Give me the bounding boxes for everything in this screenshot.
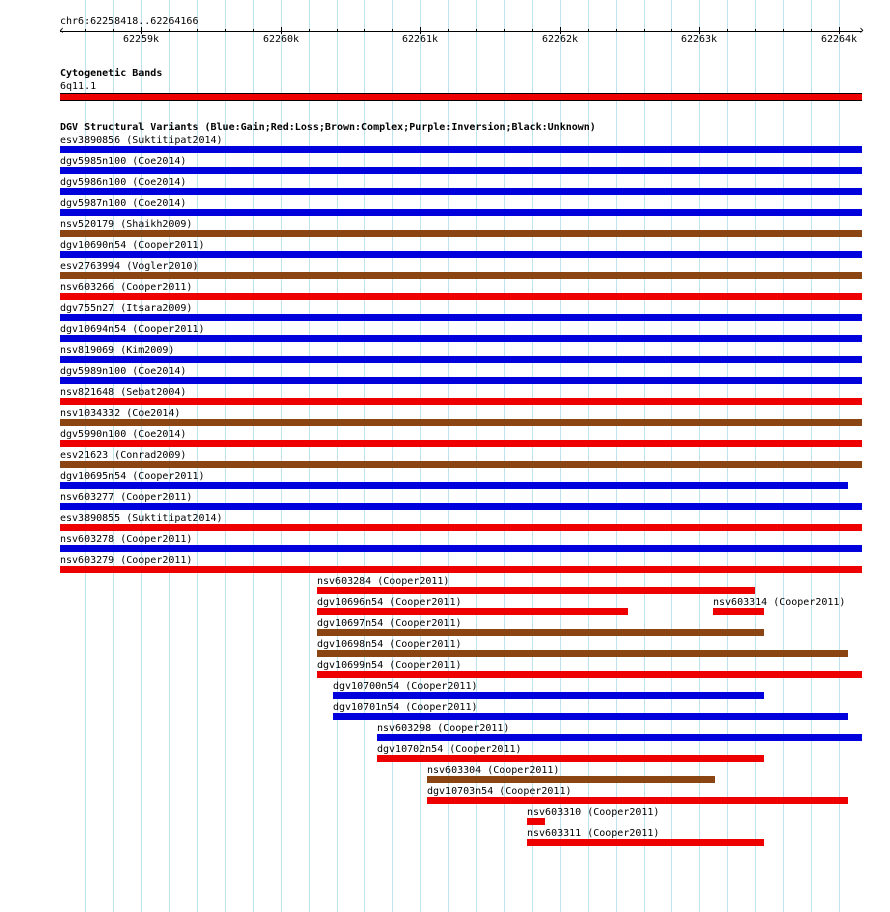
variant-label[interactable]: nsv603304 (Cooper2011) (427, 765, 560, 776)
ruler-major-tick (699, 27, 700, 34)
ruler-minor-tick (616, 29, 617, 32)
variant-label[interactable]: nsv603278 (Cooper2011) (60, 534, 193, 545)
variant-label[interactable]: esv21623 (Conrad2009) (60, 450, 187, 461)
variant-bar[interactable] (427, 797, 848, 804)
cytoband-label: 6q11.1 (60, 81, 97, 92)
variant-bar[interactable] (60, 167, 862, 174)
variant-bar[interactable] (527, 818, 545, 825)
ruler-minor-tick (225, 29, 226, 32)
variant-label[interactable]: dgv10701n54 (Cooper2011) (333, 702, 478, 713)
grid-line (811, 0, 812, 912)
variant-label[interactable]: dgv10703n54 (Cooper2011) (427, 786, 572, 797)
variant-bar[interactable] (60, 482, 848, 489)
grid-line (281, 0, 282, 912)
ruler-tick-label: 62263k (680, 34, 718, 45)
dgv-track-title: DGV Structural Variants (Blue:Gain;Red:Loss;Brown:Complex;Purple:Inversion;Black:Unknown) (60, 122, 596, 133)
variant-bar[interactable] (60, 566, 862, 573)
variant-bar[interactable] (60, 356, 862, 363)
variant-bar[interactable] (60, 272, 862, 279)
grid-line (364, 0, 365, 912)
variant-label[interactable]: dgv10702n54 (Cooper2011) (377, 744, 522, 755)
grid-line (420, 0, 421, 912)
ruler-tick-label: 62259k (122, 34, 160, 45)
ruler-right-arrow-icon: › (858, 23, 866, 37)
ruler-tick-label: 62264k (820, 34, 858, 45)
grid-line (783, 0, 784, 912)
variant-bar[interactable] (317, 650, 848, 657)
variant-label[interactable]: nsv603314 (Cooper2011) (713, 597, 846, 608)
variant-bar[interactable] (60, 440, 862, 447)
ruler-minor-tick (671, 29, 672, 32)
variant-label[interactable]: dgv10695n54 (Cooper2011) (60, 471, 205, 482)
variant-bar[interactable] (60, 188, 862, 195)
ruler-minor-tick (448, 29, 449, 32)
ruler-minor-tick (783, 29, 784, 32)
grid-line (392, 0, 393, 912)
variant-bar[interactable] (377, 755, 764, 762)
ruler-minor-tick (392, 29, 393, 32)
grid-line (309, 0, 310, 912)
variant-bar[interactable] (60, 146, 862, 153)
variant-bar[interactable] (60, 230, 862, 237)
variant-label[interactable]: dgv5990n100 (Coe2014) (60, 429, 187, 440)
variant-label[interactable]: dgv5989n100 (Coe2014) (60, 366, 187, 377)
grid-line (253, 0, 254, 912)
variant-label[interactable]: nsv603310 (Cooper2011) (527, 807, 660, 818)
variant-label[interactable]: nsv819069 (Kim2009) (60, 345, 175, 356)
ruler-tick-label: 62262k (541, 34, 579, 45)
ruler-minor-tick (476, 29, 477, 32)
grid-line (839, 0, 840, 912)
variant-bar[interactable] (317, 671, 862, 678)
variant-bar[interactable] (60, 398, 862, 405)
variant-label[interactable]: esv3890855 (Suktitipat2014) (60, 513, 223, 524)
ruler-minor-tick (337, 29, 338, 32)
variant-label[interactable]: nsv603311 (Cooper2011) (527, 828, 660, 839)
ruler-minor-tick (755, 29, 756, 32)
grid-line (337, 0, 338, 912)
ruler-minor-tick (532, 29, 533, 32)
variant-label[interactable]: dgv10700n54 (Cooper2011) (333, 681, 478, 692)
variant-label[interactable]: esv2763994 (Vogler2010) (60, 261, 199, 272)
grid-line (225, 0, 226, 912)
ruler-minor-tick (811, 29, 812, 32)
ruler-minor-tick (504, 29, 505, 32)
variant-label[interactable]: nsv520179 (Shaikh2009) (60, 219, 193, 230)
region-label: chr6:62258418..62264166 (60, 16, 199, 27)
variant-label[interactable]: dgv10698n54 (Cooper2011) (317, 639, 462, 650)
variant-label[interactable]: esv3890856 (Suktitipat2014) (60, 135, 223, 146)
ruler-minor-tick (364, 29, 365, 32)
variant-bar[interactable] (60, 419, 862, 426)
cytoband-bar[interactable] (60, 93, 862, 101)
variant-bar[interactable] (60, 209, 862, 216)
variant-label[interactable]: dgv10697n54 (Cooper2011) (317, 618, 462, 629)
ruler-minor-tick (727, 29, 728, 32)
variant-bar[interactable] (713, 608, 764, 615)
ruler-major-tick (141, 27, 142, 34)
variant-bar[interactable] (60, 251, 862, 258)
variant-label[interactable]: dgv5987n100 (Coe2014) (60, 198, 187, 209)
ruler-major-tick (560, 27, 561, 34)
variant-label[interactable]: nsv603284 (Cooper2011) (317, 576, 450, 587)
ruler-tick-label: 62261k (401, 34, 439, 45)
grid-line (755, 0, 756, 912)
ruler-minor-tick (644, 29, 645, 32)
variant-label[interactable]: nsv821648 (Sebat2004) (60, 387, 187, 398)
ruler-axis-line (60, 31, 862, 32)
variant-bar[interactable] (333, 692, 764, 699)
variant-bar[interactable] (60, 524, 862, 531)
variant-bar[interactable] (60, 461, 862, 468)
variant-label[interactable]: dgv755n27 (Itsara2009) (60, 303, 193, 314)
variant-bar[interactable] (60, 314, 862, 321)
ruler-major-tick (281, 27, 282, 34)
variant-label[interactable]: dgv10699n54 (Cooper2011) (317, 660, 462, 671)
variant-bar[interactable] (427, 776, 715, 783)
ruler-major-tick (839, 27, 840, 34)
ruler-minor-tick (588, 29, 589, 32)
variant-bar[interactable] (527, 839, 764, 846)
ruler-major-tick (420, 27, 421, 34)
ruler-minor-tick (113, 29, 114, 32)
grid-line (727, 0, 728, 912)
variant-label[interactable]: nsv603277 (Cooper2011) (60, 492, 193, 503)
variant-bar[interactable] (377, 734, 862, 741)
variant-bar[interactable] (60, 293, 862, 300)
ruler-minor-tick (85, 29, 86, 32)
variant-label[interactable]: dgv5985n100 (Coe2014) (60, 156, 187, 167)
variant-bar[interactable] (317, 629, 764, 636)
variant-label[interactable]: dgv10690n54 (Cooper2011) (60, 240, 205, 251)
ruler-minor-tick (309, 29, 310, 32)
variant-bar[interactable] (60, 335, 862, 342)
variant-label[interactable]: dgv5986n100 (Coe2014) (60, 177, 187, 188)
ruler-tick-label: 62260k (262, 34, 300, 45)
variant-label[interactable]: dgv10694n54 (Cooper2011) (60, 324, 205, 335)
variant-label[interactable]: nsv603266 (Cooper2011) (60, 282, 193, 293)
variant-label[interactable]: nsv603279 (Cooper2011) (60, 555, 193, 566)
variant-label[interactable]: dgv10696n54 (Cooper2011) (317, 597, 462, 608)
variant-bar[interactable] (317, 608, 628, 615)
variant-label[interactable]: nsv1034332 (Coe2014) (60, 408, 181, 419)
cytoband-track-title: Cytogenetic Bands (60, 68, 163, 79)
variant-label[interactable]: nsv603298 (Cooper2011) (377, 723, 510, 734)
ruler-minor-tick (197, 29, 198, 32)
variant-bar[interactable] (60, 377, 862, 384)
variant-bar[interactable] (333, 713, 848, 720)
variant-bar[interactable] (60, 545, 862, 552)
variant-bar[interactable] (60, 503, 862, 510)
ruler-minor-tick (253, 29, 254, 32)
variant-bar[interactable] (317, 587, 755, 594)
ruler-minor-tick (169, 29, 170, 32)
ruler-left-arrow-icon: ‹ (58, 23, 66, 37)
